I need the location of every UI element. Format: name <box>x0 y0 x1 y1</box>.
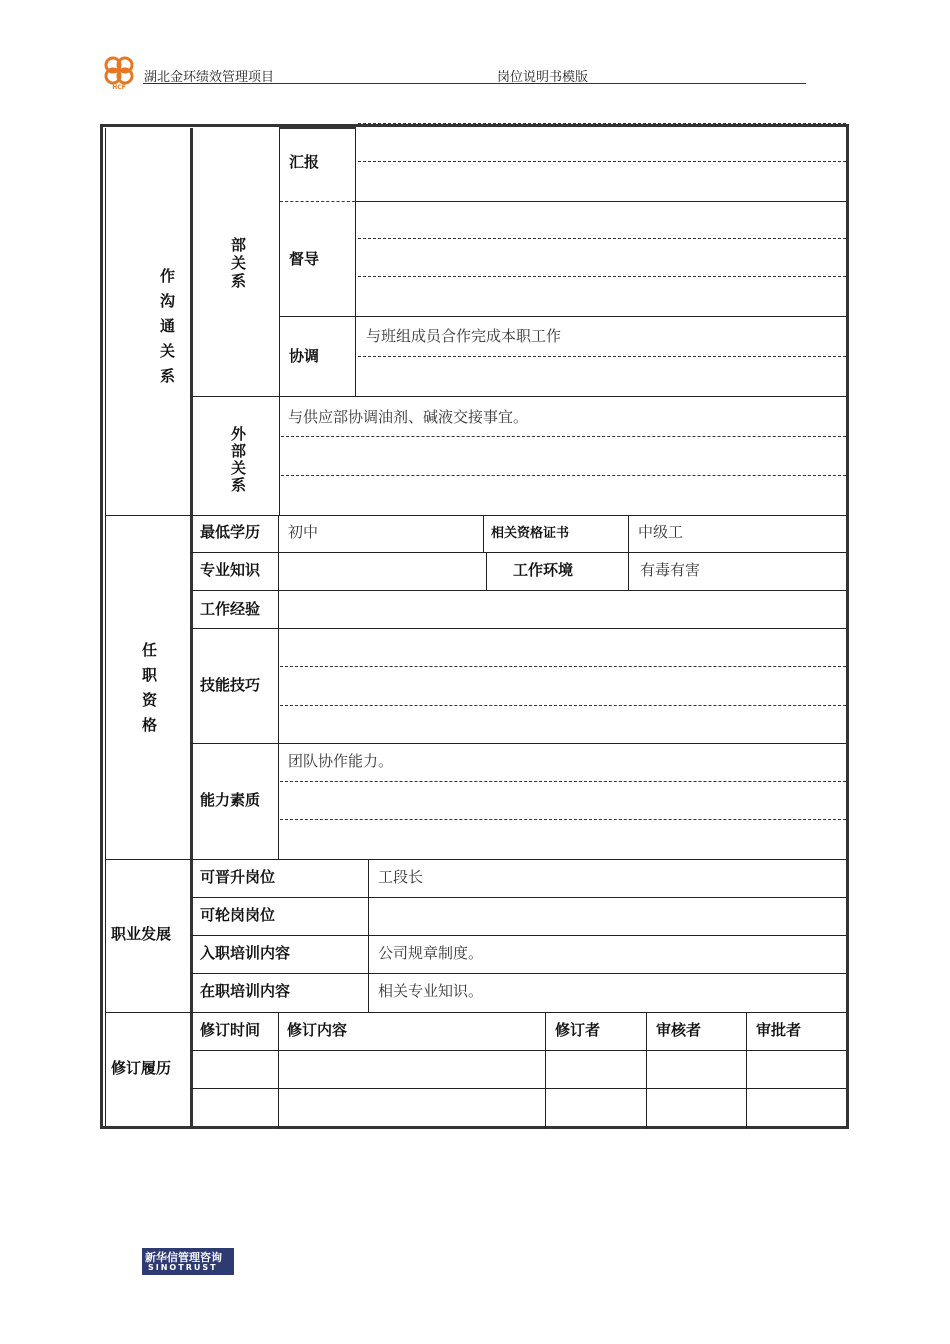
grid-line <box>628 515 629 590</box>
min-education-value: 初中 <box>288 523 319 541</box>
report-label: 汇报 <box>289 153 320 171</box>
grid-line <box>191 935 846 936</box>
grid-line <box>278 1012 279 1129</box>
dashed-line <box>280 666 846 667</box>
revision-col-time: 修订时间 <box>200 1021 261 1039</box>
company-project: 湖北金环绩效管理项目 <box>144 70 275 85</box>
grid-line <box>191 743 846 744</box>
grid-line <box>486 552 487 590</box>
grid-line <box>279 396 280 515</box>
grid-line <box>191 973 846 974</box>
grid-line <box>356 201 846 202</box>
skills-label: 技能技巧 <box>200 676 261 694</box>
inner-left-border <box>105 128 106 1126</box>
grid-line <box>279 126 356 129</box>
grid-line <box>191 897 846 898</box>
table-right-border <box>846 124 849 1129</box>
rotation-label: 可轮岗岗位 <box>200 906 276 924</box>
knowledge-label: 专业知识 <box>200 561 261 579</box>
dashed-line <box>358 276 846 277</box>
grid-line <box>279 316 846 317</box>
dashed-line <box>281 475 846 476</box>
grid-line <box>646 1012 647 1129</box>
doc-title: 岗位说明书模版 <box>497 70 589 85</box>
dashed-line <box>358 238 846 239</box>
dashed-line <box>280 705 846 706</box>
revision-col-content: 修订内容 <box>287 1021 348 1039</box>
ability-label: 能力素质 <box>200 791 261 809</box>
dashed-line <box>358 123 846 124</box>
dashed-line <box>280 819 846 820</box>
environment-value: 有毒有害 <box>640 561 701 579</box>
onboarding-label: 入职培训内容 <box>200 944 291 962</box>
inservice-label: 在职培训内容 <box>200 982 291 1000</box>
onboarding-value: 公司规章制度。 <box>378 944 484 962</box>
certificate-label: 相关资格证书 <box>491 526 570 541</box>
dashed-line <box>281 436 846 437</box>
external-relations-label: 外 部 关 系 <box>231 425 247 494</box>
table-bottom-border <box>100 1126 849 1129</box>
inservice-value: 相关专业知识。 <box>378 982 484 1000</box>
grid-line <box>355 128 356 396</box>
grid-line <box>191 552 846 553</box>
grid-line <box>483 515 484 552</box>
section-divider <box>105 859 846 860</box>
dashed-line <box>280 781 846 782</box>
grid-line <box>191 1050 846 1051</box>
revision-col-reviser: 修订者 <box>555 1021 601 1039</box>
coordinate-label: 协调 <box>289 347 320 365</box>
footer-logo-en: SINOTRUST <box>148 1263 218 1272</box>
certificate-value: 中级工 <box>638 523 684 541</box>
grid-line <box>545 1012 546 1129</box>
qualification-section-label: 任 职 资 格 <box>142 641 158 734</box>
grid-line <box>191 590 846 591</box>
revision-col-reviewer: 审核者 <box>656 1021 702 1039</box>
grid-line <box>746 1012 747 1129</box>
ability-value: 团队协作能力。 <box>288 752 394 770</box>
grid-line <box>278 515 279 859</box>
min-education-label: 最低学历 <box>200 523 261 541</box>
dashed-line <box>358 161 846 162</box>
table-left-border <box>100 124 103 1129</box>
dashed-line <box>358 356 846 357</box>
grid-line <box>191 396 846 397</box>
section-divider <box>105 1012 846 1013</box>
grid-line <box>279 128 280 396</box>
external-value: 与供应部协调油剂、碱液交接事宜。 <box>288 408 529 426</box>
revision-section-label: 修订履历 <box>111 1059 172 1077</box>
communication-section-label: 作 沟 通 关 系 <box>160 267 176 385</box>
footer-logo-cn: 新华信管理咨询 <box>145 1251 222 1264</box>
sinotrust-logo <box>142 1248 234 1275</box>
grid-line <box>191 628 846 629</box>
logo-text: HCF <box>112 84 126 91</box>
dashed-line <box>280 201 355 202</box>
coordinate-value: 与班组成员合作完成本职工作 <box>366 327 562 345</box>
internal-relations-label: 部 关 系 <box>231 236 247 290</box>
environment-label: 工作环境 <box>513 561 574 579</box>
section-divider <box>105 515 846 516</box>
hcf-logo-icon <box>100 55 138 91</box>
table-top-border <box>100 124 849 127</box>
revision-col-approver: 审批者 <box>756 1021 802 1039</box>
supervise-label: 督导 <box>289 250 320 268</box>
promotion-value: 工段长 <box>378 868 424 886</box>
promotion-label: 可晋升岗位 <box>200 868 276 886</box>
grid-line <box>191 1088 846 1089</box>
career-section-label: 职业发展 <box>111 925 172 943</box>
header-divider <box>143 83 806 84</box>
experience-label: 工作经验 <box>200 600 261 618</box>
